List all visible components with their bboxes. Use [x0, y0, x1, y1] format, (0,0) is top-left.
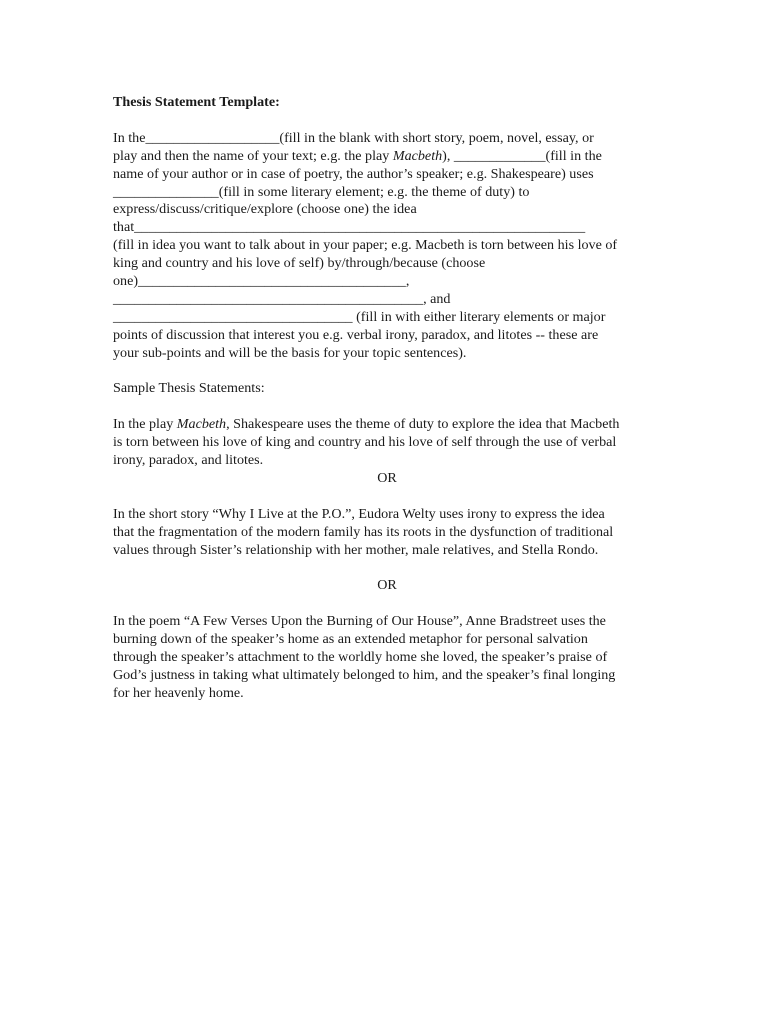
template-line-text: ), _____________(fill in the: [442, 147, 602, 164]
sample-line: [113, 416, 661, 434]
sample-thesis-2: [113, 506, 661, 560]
sample-line: In the poem “A Few Verses Upon the Burning of Our House”, Anne Bradstreet uses the: [113, 613, 606, 630]
sample-line: is torn between his love of king and country and his love of self through the use of verbal: [113, 434, 617, 451]
sample-thesis-1: [113, 416, 661, 488]
sample-line-text: , Shakespeare uses the theme of duty to explore the idea that Macbeth: [226, 416, 620, 433]
template-line-text: play and then the name of your text; e.g. the play: [113, 147, 393, 164]
template-line: your sub-points and will be the basis for your topic sentences).: [113, 344, 467, 361]
sample-line: irony, paradox, and litotes.: [113, 452, 264, 469]
sample-heading: Sample Thesis Statements:: [113, 380, 265, 397]
template-paragraph: [113, 130, 661, 363]
sample-thesis-3: [113, 613, 661, 703]
sample-line: values through Sister’s relationship with her mother, male relatives, and Stella Rondo.: [113, 541, 599, 558]
sample-macbeth-italic: Macbeth: [176, 416, 227, 433]
template-line: [113, 148, 661, 166]
sample-line: God’s justness in taking what ultimately belonged to him, and the speaker’s final longing: [113, 666, 616, 683]
template-line: ____________________________________________, and: [113, 290, 451, 307]
template-line: one)______________________________________,: [113, 273, 410, 290]
template-line: _______________(fill in some literary element; e.g. the theme of duty) to: [113, 183, 530, 200]
sample-line: for her heavenly home.: [113, 684, 244, 701]
sample-line: through the speaker’s attachment to the worldly home she loved, the speaker’s praise of: [113, 649, 608, 665]
template-line: (fill in idea you want to talk about in your paper; e.g. Macbeth is torn between his love of: [113, 237, 618, 254]
template-macbeth-italic: Macbeth: [392, 147, 443, 164]
template-line: express/discuss/critique/explore (choose one) the idea: [113, 201, 417, 218]
or-separator: OR: [377, 577, 397, 594]
or-separator: OR: [377, 469, 397, 486]
document-page: [113, 94, 661, 721]
template-line: In the___________________(fill in the blank with short story, poem, novel, essay, or: [113, 129, 594, 146]
sample-line-text: In the play: [113, 416, 177, 433]
template-line: points of discussion that interest you e.g. verbal irony, paradox, and litotes -- these are: [113, 326, 599, 343]
sample-line: that the fragmentation of the modern family has its roots in the dysfunction of traditional: [113, 523, 614, 540]
template-line: name of your author or in case of poetry, the author’s speaker; e.g. Shakespeare) uses: [113, 165, 594, 182]
document-title: Thesis Statement Template:: [113, 94, 280, 110]
template-line: that________________________________________________________________: [113, 219, 586, 236]
template-line: king and country and his love of self) by/through/because (choose: [113, 255, 486, 272]
template-line: __________________________________ (fill in with either literary elements or major: [113, 308, 606, 325]
sample-line: burning down of the speaker’s home as an extended metaphor for personal salvation: [113, 631, 588, 648]
sample-line: In the short story “Why I Live at the P.O.”, Eudora Welty uses irony to express the idea: [113, 505, 605, 522]
